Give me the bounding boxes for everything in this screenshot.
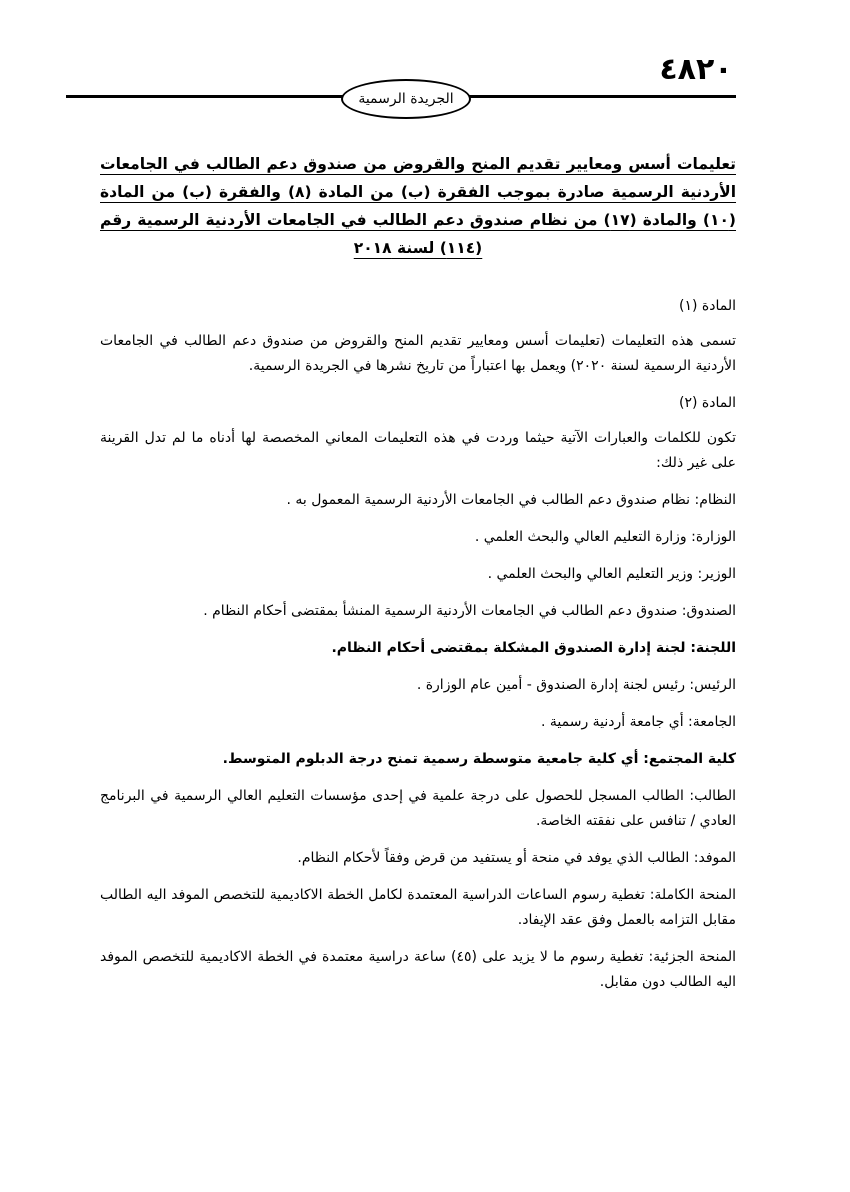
definition-item: اللجنة: لجنة إدارة الصندوق المشكلة بمقتضى أحكام النظام.: [331, 640, 736, 656]
page-number: ٤٨٢٠: [659, 52, 733, 87]
definition-item: كلية المجتمع: أي كلية جامعية متوسطة رسمية تمنح درجة الدبلوم المتوسط.: [222, 751, 736, 767]
definition-item: الوزير: وزير التعليم العالي والبحث العلمي .: [487, 566, 736, 582]
definition-item: النظام: نظام صندوق دعم الطالب في الجامعات الأردنية الرسمية المعمول به .: [286, 492, 736, 508]
document-body: [100, 294, 736, 1007]
definition-item: المنحة الجزئية: تغطية رسوم ما لا يزيد على (٤٥) ساعة دراسية معتمدة في الخطة الاكاديمية للتخصص الموفد اليه الطالب دون مقابل.: [100, 949, 736, 990]
gazette-name-badge: [341, 79, 471, 119]
definition-item: المنحة الكاملة: تغطية رسوم الساعات الدراسية المعتمدة لكامل الخطة الاكاديمية للتخصص الموفد اليه الطالب مقابل التزامه بالعمل وفق عقد الإيفاد.: [100, 887, 736, 928]
definition-item: الجامعة: أي جامعة أردنية رسمية .: [541, 714, 736, 730]
article-1-heading: المادة (١): [679, 298, 736, 314]
definition-item: الصندوق: صندوق دعم الطالب في الجامعات الأردنية الرسمية المنشأ بمقتضى أحكام النظام .: [203, 603, 736, 619]
document-title: [100, 150, 736, 262]
document-title-text: تعليمات أسس ومعايير تقديم المنح والقروض من صندوق دعم الطالب في الجامعات الأردنية الرسمية صادرة بموجب الفقرة (ب) من المادة (٨) والفقرة (ب) من المادة (١٠) والمادة (١٧) من نظام صندوق دعم الطالب في الجامعات الأردنية الرسمية رقم (١١٤) لسنة ٢٠١٨: [100, 155, 737, 257]
article-1-text: تسمى هذه التعليمات (تعليمات أسس ومعايير تقديم المنح والقروض من صندوق دعم الطالب في الجامعات الأردنية الرسمية لسنة ٢٠٢٠) ويعمل بها اعتباراً من تاريخ نشرها في الجريدة الرسمية.: [100, 333, 736, 374]
article-2-heading: المادة (٢): [679, 395, 736, 411]
gazette-name: الجريدة الرسمية: [358, 91, 454, 107]
definition-item: الموفد: الطالب الذي يوفد في منحة أو يستفيد من قرض وفقاً لأحكام النظام.: [297, 850, 736, 866]
article-2-intro: تكون للكلمات والعبارات الآتية حيثما وردت في هذه التعليمات المعاني المخصصة لها أدناه ما لم تدل القرينة على غير ذلك:: [100, 430, 736, 471]
definition-item: الرئيس: رئيس لجنة إدارة الصندوق - أمين عام الوزارة .: [416, 677, 736, 693]
definition-item: الطالب: الطالب المسجل للحصول على درجة علمية في إحدى مؤسسات التعليم العالي الرسمية في البرنامج العادي / تنافس على نفقته الخاصة.: [100, 788, 736, 829]
definition-item: الوزارة: وزارة التعليم العالي والبحث العلمي .: [474, 529, 736, 545]
